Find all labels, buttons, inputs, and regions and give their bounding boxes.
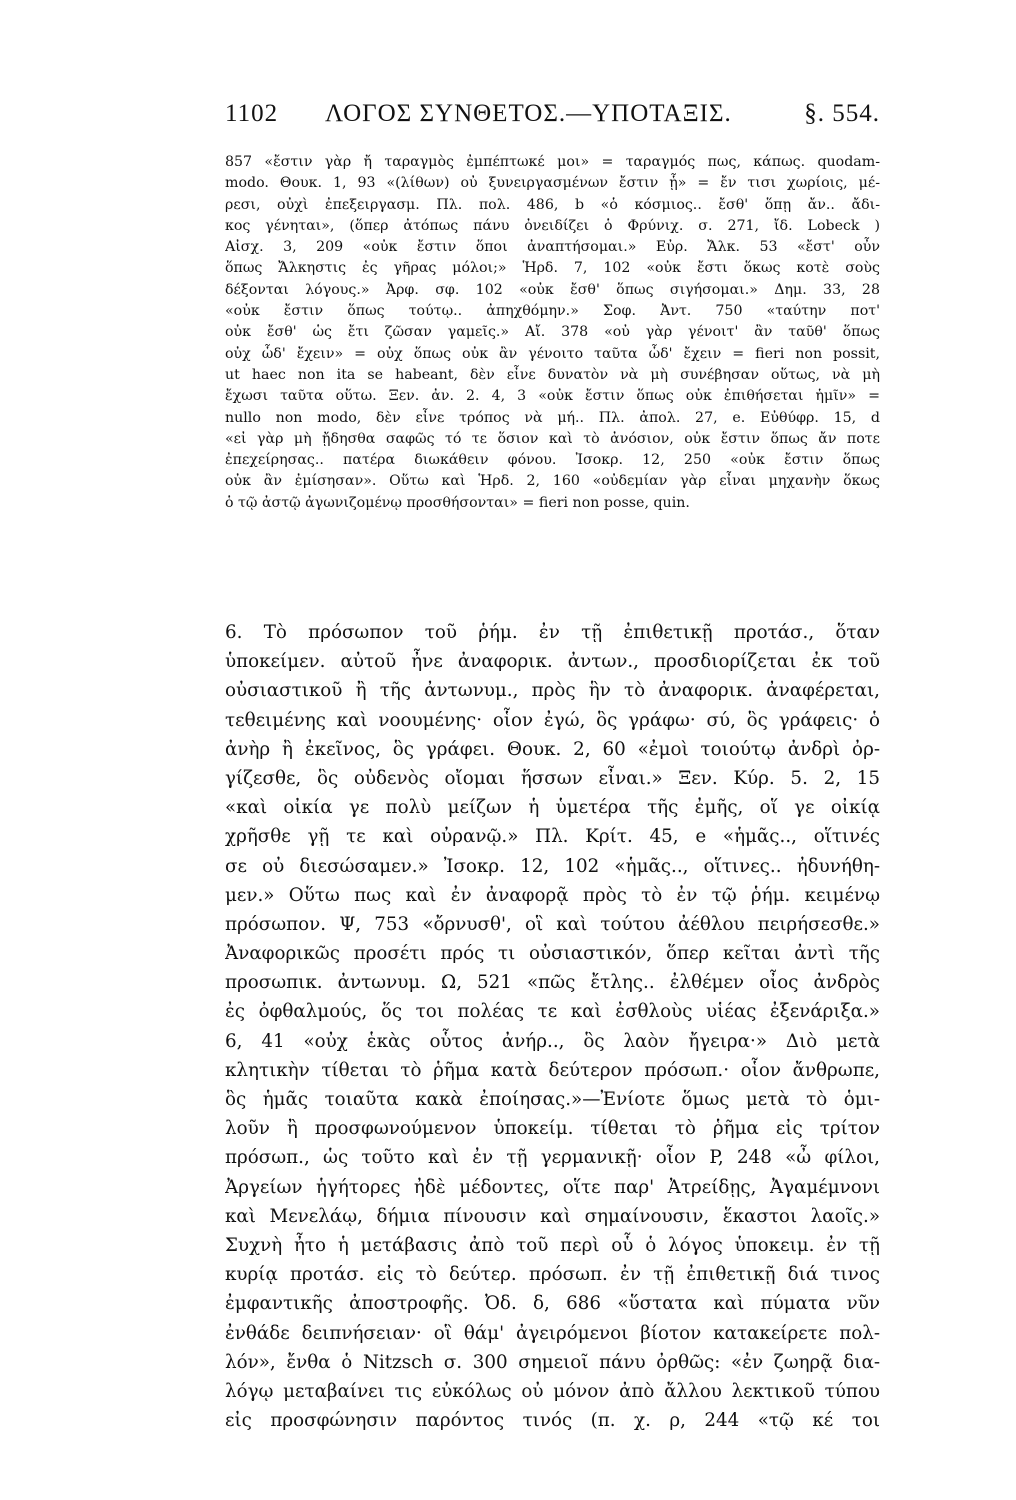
footnote-line: οὐκ ἂν ἐμίσησαν». Οὕτω καὶ Ἡρδ. 2, 160 «οὐδεμίαν γὰρ εἶναι μηχανὴν ὅκως xyxy=(225,473,880,490)
main-text-block xyxy=(225,618,880,1435)
section-number: §. 554. xyxy=(804,100,880,127)
footnote-line: ut haec non ita se habeant, δὲν εἶνε δυνατὸν νὰ μὴ συνέβησαν οὕτως, νὰ μὴ xyxy=(225,366,880,383)
text-line: εἰς προσφώνησιν παρόντος τινός (π. χ. ρ, 244 «τῷ κέ τοι xyxy=(225,1410,880,1432)
text-line: τεθειμένης καὶ νοουμένης· οἷον ἐγώ, ὃς γράφω· σύ, ὃς γράφεις· ὁ xyxy=(225,709,880,731)
continued-footnote-block xyxy=(225,152,880,514)
footnote-line: ὅπως Ἄλκηστις ἐς γῆρας μόλοι;» Ἡρδ. 7, 102 «οὐκ ἔστι ὅκως κοτὲ σοὺς xyxy=(225,260,880,277)
footnote-line: ἐπεχείρησας.. πατέρα διωκάθειν φόνου. Ἰσοκρ. 12, 250 «οὐκ ἔστιν ὅπως xyxy=(225,452,880,469)
footnote-line: Αἰσχ. 3, 209 «οὐκ ἔστιν ὅποι ἀναπτήσομαι.» Εὐρ. Ἄλκ. 53 «ἔστ' οὖν xyxy=(225,239,880,256)
footnote-line: nullo non modo, δὲν εἶνε τρόπος νὰ μή.. Πλ. ἀπολ. 27, e. Εὐθύφρ. 15, d xyxy=(225,409,880,426)
text-line: μεν.» Οὕτω πως καὶ ἐν ἀναφορᾷ πρὸς τὸ ἐν τῷ ῥήμ. κειμένῳ xyxy=(225,884,880,906)
footnote-line: ρεσι, οὐχὶ ἐπεξειργασμ. Πλ. πολ. 486, b «ὁ κόσμιος.. ἔσθ' ὅπῃ ἄν.. ἄδι- xyxy=(225,196,880,213)
text-line: γίζεσθε, ὃς οὐδενὸς οἴομαι ἥσσων εἶναι.» Ξεν. Κύρ. 5. 2, 15 xyxy=(225,767,880,789)
text-line: «καὶ οἰκία γε πολὺ μείζων ἡ ὑμετέρα τῆς ἐμῆς, οἵ γε οἰκίᾳ xyxy=(225,797,880,819)
text-line: λόγῳ μεταβαίνει τις εὐκόλως οὐ μόνον ἀπὸ ἄλλου λεκτικοῦ τύπου xyxy=(225,1380,880,1402)
text-line: ἐνθάδε δειπνήσειαν· οἳ θάμ' ἀγειρόμενοι βίοτον κατακείρετε πολ- xyxy=(225,1322,880,1344)
text-line: ὃς ἡμᾶς τοιαῦτα κακὰ ἐποίησας.»—Ἐνίοτε ὅμως μετὰ τὸ ὁμι- xyxy=(225,1089,880,1110)
footnote-line: «οὐκ ἔστιν ὅπως τούτῳ.. ἀπηχθόμην.» Σοφ. Ἀντ. 750 «ταύτην ποτ' xyxy=(225,303,880,320)
text-line: 6. Τὸ πρόσωπον τοῦ ῥήμ. ἐν τῇ ἐπιθετικῇ προτάσ., ὅταν xyxy=(225,622,880,643)
text-line: Ἀργείων ἡγήτορες ἠδὲ μέδοντες, οἵτε παρ' Ἀτρείδῃς, Ἀγαμέμνονι xyxy=(225,1176,880,1198)
running-title: ΛΟΓΟΣ ΣΥΝΘΕΤΟΣ.—ΥΠΟΤΑΞΙΣ. xyxy=(325,100,732,127)
text-line: ἐμφαντικῆς ἀποστροφῆς. Ὀδ. δ, 686 «ὕστατα καὶ πύματα νῦν xyxy=(225,1293,880,1315)
text-line: κυρίᾳ προτάσ. εἰς τὸ δεύτερ. πρόσωπ. ἐν τῇ ἐπιθετικῇ διά τινος xyxy=(225,1264,880,1286)
page-number: 1102 xyxy=(225,100,279,127)
footnote-line: ὁ τῷ ἀστῷ ἀγωνιζομένῳ προσθήσονται» = fieri non posse, quin. xyxy=(225,494,690,511)
text-line: καὶ Μενελάῳ, δήμια πίνουσιν καὶ σημαίνουσιν, ἕκαστοι λαοῖς.» xyxy=(225,1205,880,1227)
text-line: λόν», ἔνθα ὁ Nitzsch σ. 300 σημειοῖ πάνυ ὀρθῶς: «ἐν ζωηρᾷ δια- xyxy=(225,1351,880,1373)
footnote-line: κος γένηται», (ὅπερ ἀτόπως πάνυ ὀνειδίζει ὁ Φρύνιχ. σ. 271, ἴδ. Lobeck ) xyxy=(225,217,880,234)
footnote-line: οὐχ ὧδ' ἔχειν» = οὐχ ὅπως οὐκ ἂν γένοιτο ταῦτα ὧδ' ἔχειν = fieri non possit, xyxy=(225,345,880,362)
text-line: 6, 41 «οὐχ ἑκὰς οὗτος ἀνήρ.., ὃς λαὸν ἤγειρα·» Διὸ μετὰ xyxy=(225,1030,880,1052)
text-line: ἐς ὀφθαλμούς, ὅς τοι πολέας τε καὶ ἐσθλοὺς υἱέας ἐξενάριξα.» xyxy=(225,1001,880,1023)
footnote-line: δέξονται λόγους.» Ἀρφ. σφ. 102 «οὐκ ἔσθ' ὅπως σιγήσομαι.» Δημ. 33, 28 xyxy=(225,281,880,298)
text-line: χρῆσθε γῇ τε καὶ οὐρανῷ.» Πλ. Κρίτ. 45, e «ἡμᾶς.., οἵτινές xyxy=(225,826,880,848)
text-line: ἀνὴρ ἢ ἐκεῖνος, ὃς γράφει. Θουκ. 2, 60 «ἐμοὶ τοιούτῳ ἀνδρὶ ὀρ- xyxy=(225,738,880,760)
footnote-line: modo. Θουκ. 1, 93 «(λίθων) οὐ ξυνειργασμένων ἔστιν ᾗ» = ἔν τισι χωρίοις, μέ- xyxy=(225,175,880,192)
text-line: λοῦν ἢ προσφωνούμενον ὑποκείμ. τίθεται τὸ ῥῆμα εἰς τρίτον xyxy=(225,1118,880,1140)
footnote-line: 857 «ἔστιν γὰρ ἤ ταραγμὸς ἐμπέπτωκέ μοι» = ταραγμός πως, κάπως. quodam- xyxy=(225,154,880,170)
text-line: προσωπικ. ἀντωνυμ. Ω, 521 «πῶς ἔτλης.. ἐλθέμεν οἶος ἀνδρὸς xyxy=(225,972,880,994)
footnote-line: «εἰ γὰρ μὴ ᾔδησθα σαφῶς τό τε ὅσιον καὶ τὸ ἀνόσιον, οὐκ ἔστιν ὅπως ἄν ποτε xyxy=(225,430,880,447)
footnote-line: οὐκ ἔσθ' ὡς ἔτι ζῶσαν γαμεῖς.» Αἴ. 378 «οὐ γὰρ γένοιτ' ἂν ταῦθ' ὅπως xyxy=(225,324,880,341)
text-line: πρόσωπον. Ψ, 753 «ὄρνυσθ', οἳ καὶ τούτου ἀέθλου πειρήσεσθε.» xyxy=(225,913,880,935)
text-line: σε οὐ διεσώσαμεν.» Ἰσοκρ. 12, 102 «ἡμᾶς.., οἵτινες.. ἠδυνήθη- xyxy=(225,855,880,877)
text-line: Συχνὴ ἦτο ἡ μετάβασις ἀπὸ τοῦ περὶ οὗ ὁ λόγος ὑποκειμ. ἐν τῇ xyxy=(225,1234,880,1256)
text-line: κλητικὴν τίθεται τὸ ῥῆμα κατὰ δεύτερον πρόσωπ.· οἷον ἄνθρωπε, xyxy=(225,1059,880,1081)
running-header xyxy=(225,100,880,140)
footnote-line: ἔχωσι ταῦτα οὕτω. Ξεν. ἀν. 2. 4, 3 «οὐκ ἔστιν ὅπως οὐκ ἐπιθήσεται ἡμῖν» = xyxy=(225,388,880,405)
text-line: Ἀναφορικῶς προσέτι πρός τι οὐσιαστικόν, ὅπερ κεῖται ἀντὶ τῆς xyxy=(225,943,880,965)
text-line: πρόσωπ., ὡς τοῦτο καὶ ἐν τῇ γερμανικῇ· οἷον P, 248 «ὦ φίλοι, xyxy=(225,1147,880,1169)
text-line: ὑποκείμεν. αὐτοῦ ἦνε ἀναφορικ. ἀντων., προσδιορίζεται ἐκ τοῦ xyxy=(225,651,880,673)
text-line: οὐσιαστικοῦ ἢ τῆς ἀντωνυμ., πρὸς ἣν τὸ ἀναφορικ. ἀναφέρεται, xyxy=(225,680,880,702)
